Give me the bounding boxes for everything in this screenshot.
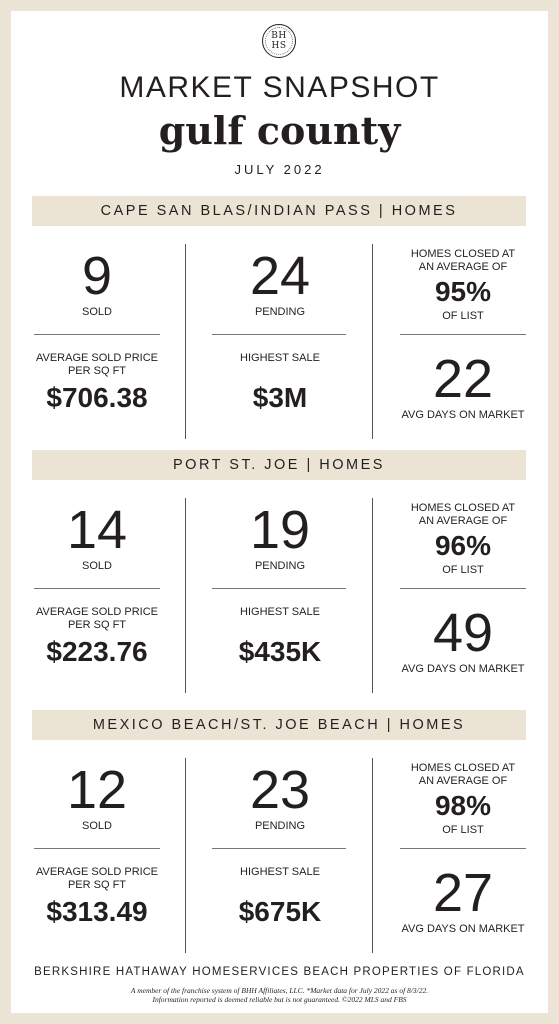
bhhs-logo [262,24,296,58]
highest-sale-label: HIGHEST SALE [240,866,320,878]
highest-sale-label: HIGHEST SALE [240,606,320,618]
report-date: JULY 2022 [234,162,325,177]
pending-count: 23 [249,760,311,820]
pending-stat [210,502,350,573]
section-banner: PORT ST. JOE | HOMES [32,450,526,480]
closed-label-mid: AN AVERAGE OF [418,515,508,527]
price-sqft-stat [28,866,166,928]
company-name: BERKSHIRE HATHAWAY HOMESERVICES BEACH PROPERTIES OF FLORIDA [34,966,525,978]
pending-label: PENDING [254,820,306,832]
avg-price-value: $706.38 [46,382,148,413]
closed-label-bottom: OF LIST [442,564,484,576]
sold-count: 14 [66,500,128,560]
highest-sale-stat [210,352,350,414]
closed-label-mid: AN AVERAGE OF [418,775,508,787]
list-percent: 95% [434,276,492,307]
sold-stat [30,502,164,573]
sold-label: SOLD [82,820,112,832]
highest-sale-stat [210,606,350,668]
list-ratio-stat [395,248,531,323]
row-divider [400,588,526,589]
section-banner: MEXICO BEACH/ST. JOE BEACH | HOMES [32,710,526,740]
highest-sale-label: HIGHEST SALE [240,352,320,364]
pending-count: 24 [249,246,311,306]
closed-label-top: HOMES CLOSED AT [410,762,516,774]
closed-label-top: HOMES CLOSED AT [410,502,516,514]
avg-price-value: $313.49 [46,896,148,927]
logo-text-top: BH [271,31,287,41]
disclaimer [0,986,559,1004]
sold-stat [30,248,164,319]
days-label: AVG DAYS ON MARKET [401,923,525,935]
row-divider [212,334,346,335]
list-ratio-stat [395,762,531,837]
avg-price-label-2: PER SQ FT [67,619,127,631]
column-divider [372,498,373,693]
price-sqft-stat [28,606,166,668]
highest-sale-value: $675K [238,896,322,927]
list-ratio-stat [395,502,531,577]
pending-label: PENDING [254,306,306,318]
list-percent: 96% [434,530,492,561]
disclaimer-line-2: Information reported is deemed reliable but is not guaranteed. ©2022 MLS and FBS [152,995,407,1004]
logo-ring [265,27,293,55]
sold-count: 12 [66,760,128,820]
days-on-market-stat [395,605,531,676]
highest-sale-value: $435K [238,636,322,667]
price-sqft-stat [28,352,166,414]
county-name: gulf county [158,108,401,153]
row-divider [34,848,160,849]
closed-label-mid: AN AVERAGE OF [418,261,508,273]
avg-price-label-2: PER SQ FT [67,365,127,377]
pending-stat [210,248,350,319]
closed-label-top: HOMES CLOSED AT [410,248,516,260]
closed-label-bottom: OF LIST [442,310,484,322]
row-divider [34,334,160,335]
list-percent: 98% [434,790,492,821]
column-divider [185,244,186,439]
days-label: AVG DAYS ON MARKET [401,663,525,675]
highest-sale-stat [210,866,350,928]
market-section [0,710,559,970]
row-divider [34,588,160,589]
row-divider [400,848,526,849]
pending-count: 19 [249,500,311,560]
days-label: AVG DAYS ON MARKET [401,409,525,421]
days-value: 22 [432,349,494,409]
days-value: 27 [432,863,494,923]
pending-stat [210,762,350,833]
page-title: MARKET SNAPSHOT [119,71,440,104]
market-section [0,196,559,456]
sold-label: SOLD [82,560,112,572]
avg-price-label-2: PER SQ FT [67,879,127,891]
column-divider [372,244,373,439]
column-divider [372,758,373,953]
section-banner: CAPE SAN BLAS/INDIAN PASS | HOMES [32,196,526,226]
column-divider [185,498,186,693]
column-divider [185,758,186,953]
row-divider [212,848,346,849]
row-divider [212,588,346,589]
days-on-market-stat [395,351,531,422]
logo-text-bottom: HS [271,41,287,51]
avg-price-label-1: AVERAGE SOLD PRICE [35,866,159,878]
sold-label: SOLD [82,306,112,318]
avg-price-label-1: AVERAGE SOLD PRICE [35,606,159,618]
days-on-market-stat [395,865,531,936]
closed-label-bottom: OF LIST [442,824,484,836]
avg-price-value: $223.76 [46,636,148,667]
disclaimer-line-1: A member of the franchise system of BHH Affiliates, LLC. *Market data for July 2022 as of 8/3/22. [130,986,429,995]
pending-label: PENDING [254,560,306,572]
sold-count: 9 [81,246,113,306]
market-section [0,450,559,710]
row-divider [400,334,526,335]
highest-sale-value: $3M [252,382,308,413]
avg-price-label-1: AVERAGE SOLD PRICE [35,352,159,364]
days-value: 49 [432,603,494,663]
sold-stat [30,762,164,833]
